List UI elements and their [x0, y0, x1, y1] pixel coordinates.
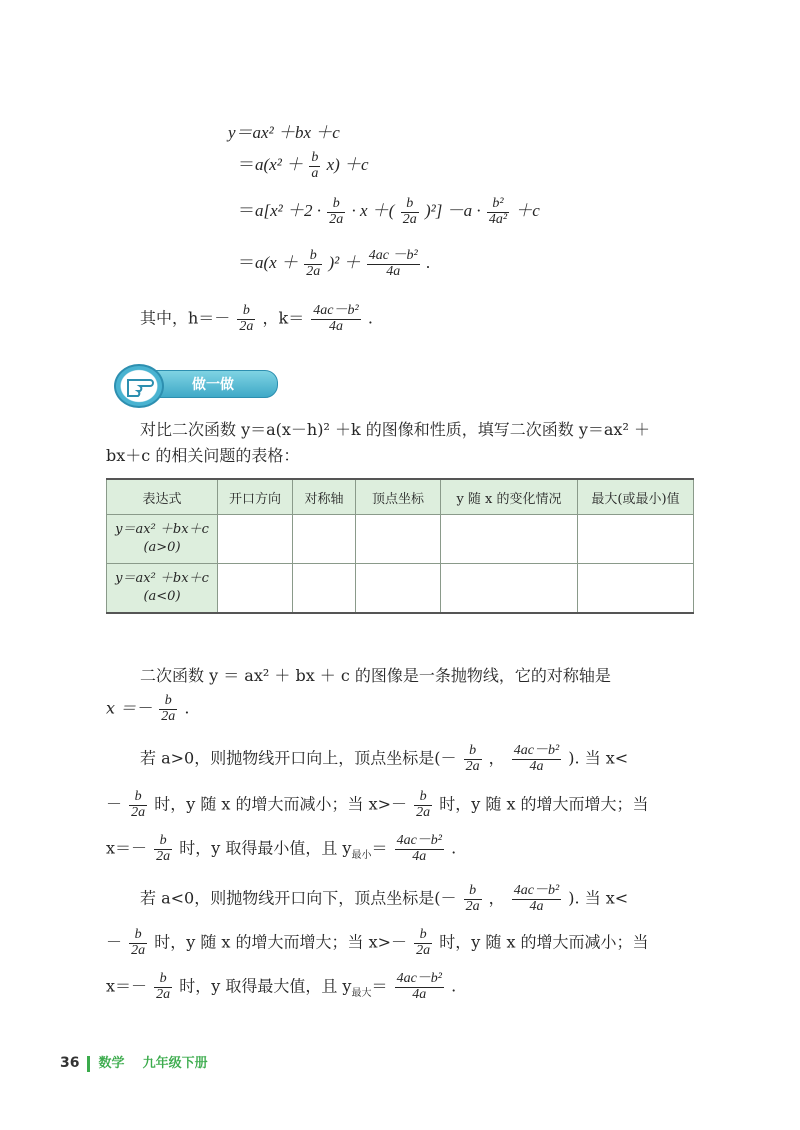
table-cell[interactable]	[218, 564, 293, 614]
properties-table	[106, 478, 694, 614]
hand-icon	[114, 364, 164, 408]
para2-line-2: － $\frac{b}{2a}$ 时，y 随 x 的增大而减小；当 x>－ $\frac{b}{2a}$ 时，y 随 x 的增大而增大；当	[106, 789, 649, 820]
table-header-row	[107, 479, 694, 515]
table-cell[interactable]	[356, 515, 441, 564]
table-cell[interactable]	[356, 564, 441, 614]
footer-subject: 数学	[98, 1056, 125, 1071]
table-header-cell: 最大(或最小)值	[578, 479, 694, 515]
row-expression: y＝ax² ＋bx＋c (a<0)	[107, 564, 218, 614]
where-line: 其中，h＝－ $\frac{b}{2a}$ ，k＝ $\frac{\text{4ac－b²}}{4a}$ .	[140, 303, 373, 334]
table-header-cell: 表达式	[107, 479, 218, 515]
para2-line-3: x＝－ $\frac{b}{2a}$ 时，y 取得最小值，且 $y_{最小}=$ $\frac{\text{4ac－b²}}{4a}$ .	[106, 833, 457, 864]
page-number: 36	[60, 1055, 80, 1071]
table-header-cell: 对称轴	[293, 479, 356, 515]
derivation-line-3: ＝a[x² ＋2 · $\frac{b}{2a}$ · x ＋( $\frac{b}{2a}$ )²] －a · $\frac{\text{b²}}{\text{4a²}}$ ＋c	[238, 195, 540, 227]
table-cell[interactable]	[293, 515, 356, 564]
table-cell[interactable]	[441, 564, 578, 614]
intro-line-1: 对比二次函数 y＝a(x－h)² ＋k 的图像和性质，填写二次函数 y＝ax² ＋	[140, 420, 650, 439]
para1-line-1: 二次函数 y ＝ ax² ＋ bx ＋ c 的图像是一条抛物线，它的对称轴是	[140, 666, 611, 685]
row-expression: y＝ax² ＋bx＋c (a>0)	[107, 515, 218, 564]
derivation-line-4: ＝a(x ＋ $\frac{b}{2a}$ )² ＋ $\frac{\text{4ac －b²}}{4a}$ .	[238, 247, 431, 279]
derivation-line-1: y＝ax² ＋bx ＋c	[228, 123, 340, 142]
table-header-cell: 顶点坐标	[356, 479, 441, 515]
activity-badge	[104, 364, 282, 404]
table-row	[107, 515, 694, 564]
table-cell[interactable]	[218, 515, 293, 564]
table-cell[interactable]	[293, 564, 356, 614]
table-header-cell: 开口方向	[218, 479, 293, 515]
table-cell[interactable]	[578, 515, 694, 564]
footer-grade: 九年级下册	[142, 1056, 208, 1071]
badge-label: 做一做	[192, 377, 234, 393]
derivation-line-2: ＝a(x² ＋ $\frac{b}{a}$ x) ＋c	[238, 149, 369, 181]
para3-line-2: － $\frac{b}{2a}$ 时，y 随 x 的增大而增大；当 x>－ $\frac{b}{2a}$ 时，y 随 x 的增大而减小；当	[106, 927, 649, 958]
table-header-cell: y 随 x 的变化情况	[441, 479, 578, 515]
para3-line-3: x＝－ $\frac{b}{2a}$ 时，y 取得最大值，且 $y_{最大}=$ $\frac{\text{4ac－b²}}{4a}$ .	[106, 971, 457, 1002]
table-cell[interactable]	[441, 515, 578, 564]
para1-line-2: x ＝－ $\frac{b}{2a}$ .	[106, 693, 190, 724]
para2-line-1: 若 a>0，则抛物线开口向上，顶点坐标是(－ $\frac{b}{2a}$ ， $\frac{\text{4ac－b²}}{4a}$ ). 当 x<	[140, 743, 629, 774]
table-cell[interactable]	[578, 564, 694, 614]
table-row	[107, 564, 694, 614]
footer-divider	[87, 1056, 90, 1072]
para3-line-1: 若 a<0，则抛物线开口向下，顶点坐标是(－ $\frac{b}{2a}$ ， $\frac{\text{4ac－b²}}{4a}$ ). 当 x<	[140, 883, 629, 914]
page-footer	[60, 1052, 208, 1072]
intro-line-2: bx＋c 的相关问题的表格：	[106, 446, 300, 465]
